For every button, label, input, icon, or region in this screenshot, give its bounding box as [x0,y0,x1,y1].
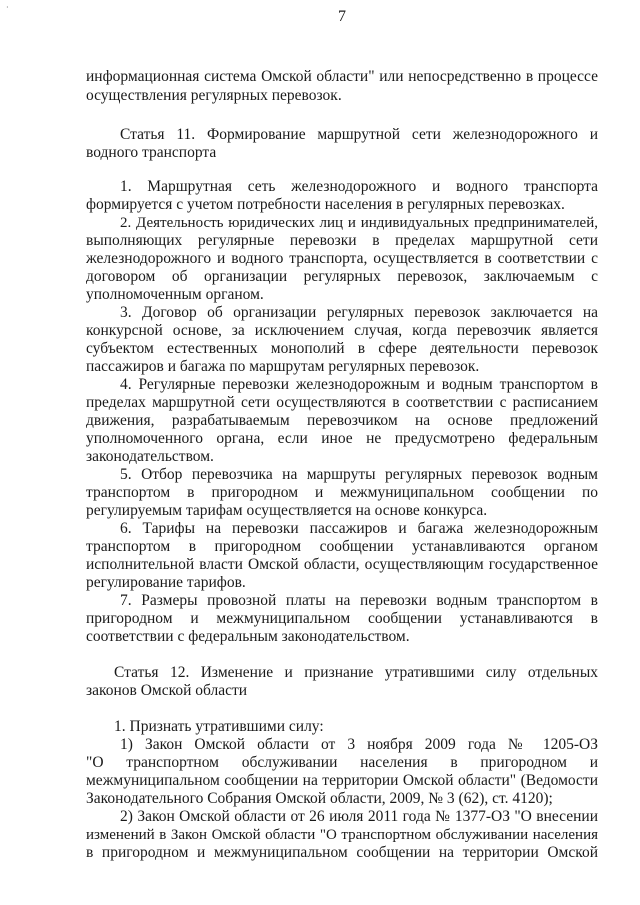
text-line: информационная система Омской области" или непосредственно в процессе [86,68,598,85]
text-line: транспортом в пригородном и межмуниципальном сообщении по [86,484,598,501]
text-line: 6. Тарифы на перевозки пассажиров и багажа железнодорожным [120,520,598,537]
text-line: межмуниципальном сообщении на территории Омской области" (Ведомости [86,772,598,789]
text-line: Законодательного Собрания Омской области, 2009, № 3 (62), ст. 4120); [86,790,553,807]
text-line: изменений в Закон Омской области "О транспортном обслуживании населения [86,827,598,843]
text-line: 2. Деятельность юридических лиц и индивидуальных предпринимателей, [120,215,598,231]
text-line: субъектом естественных монополий в сфере деятельности перевозок [86,340,598,357]
text-line: движения, разрабатываемым перевозчиком на основе предложений [86,412,598,429]
text-line: 7. Размеры провозной платы на перевозки водным транспортом в [120,592,598,609]
text-line: 4. Регулярные перевозки железнодорожным и водным транспортом в [120,376,598,393]
text-line: пределах маршрутной сети осуществляются в соответствии с расписанием [86,394,598,411]
text-line: осуществления регулярных перевозок. [86,87,342,104]
page-number: 7 [338,8,346,25]
text-line: 2) Закон Омской области от 26 июля 2011 года № 1377-ОЗ "О внесении [120,808,598,825]
text-line: железнодорожного и водного транспорта, осуществляется в соответствии с [86,250,598,267]
text-line: регулируемым тарифам осуществляется на основе конкурса. [86,502,488,519]
text-line: транспортом в пригородном сообщении устанавливаются органом [86,538,598,555]
text-line: пригородном и межмуниципальном сообщении устанавливаются в [86,610,598,627]
text-line: уполномоченным органом. [86,286,264,303]
text-line: 5. Отбор перевозчика на маршруты регулярных перевозок водным [120,466,598,483]
text-line: 1. Маршрутная сеть железнодорожного и водного транспорта [120,178,598,195]
text-line: законодательством. [86,448,214,465]
text-line: 1) Закон Омской области от 3 ноября 2009 года № 1205-ОЗ [120,736,598,753]
text-line: 3. Договор об организации регулярных перевозок заключается на [120,304,598,321]
text-line: 1. Признать утратившими силу: [114,718,324,735]
text-line: уполномоченного органа, если иное не предусмотрено федеральным [86,430,598,447]
text-line: "О транспортном обслуживании населения в пригородном и [86,754,598,771]
article-heading: Статья 11. Формирование маршрутной сети железнодорожного и [120,126,598,143]
text-line: исполнительной власти Омской области, осуществляющим государственное [86,556,598,573]
text-line: выполняющих регулярные перевозки в пределах маршрутной сети [86,232,598,249]
text-line: соответствии с федеральным законодательством. [86,628,410,645]
article-heading: законов Омской области [86,682,248,699]
text-line: формируется с учетом потребности населения в регулярных перевозках. [86,196,565,213]
article-heading: водного транспорта [86,144,217,161]
scan-speck: · [6,3,9,12]
article-heading: Статья 12. Изменение и признание утратившими силу отдельных [114,664,598,681]
text-line: договором об организации регулярных перевозок, заключаемым с [86,268,598,285]
text-line: пассажиров и багажа по маршрутам регулярных перевозок. [86,358,480,375]
text-line: регулирование тарифов. [86,574,246,591]
text-line: конкурсной основе, за исключением случая, когда перевозчик является [86,322,598,339]
text-line: в пригородном и межмуниципальном сообщении на территории Омской [86,844,598,861]
